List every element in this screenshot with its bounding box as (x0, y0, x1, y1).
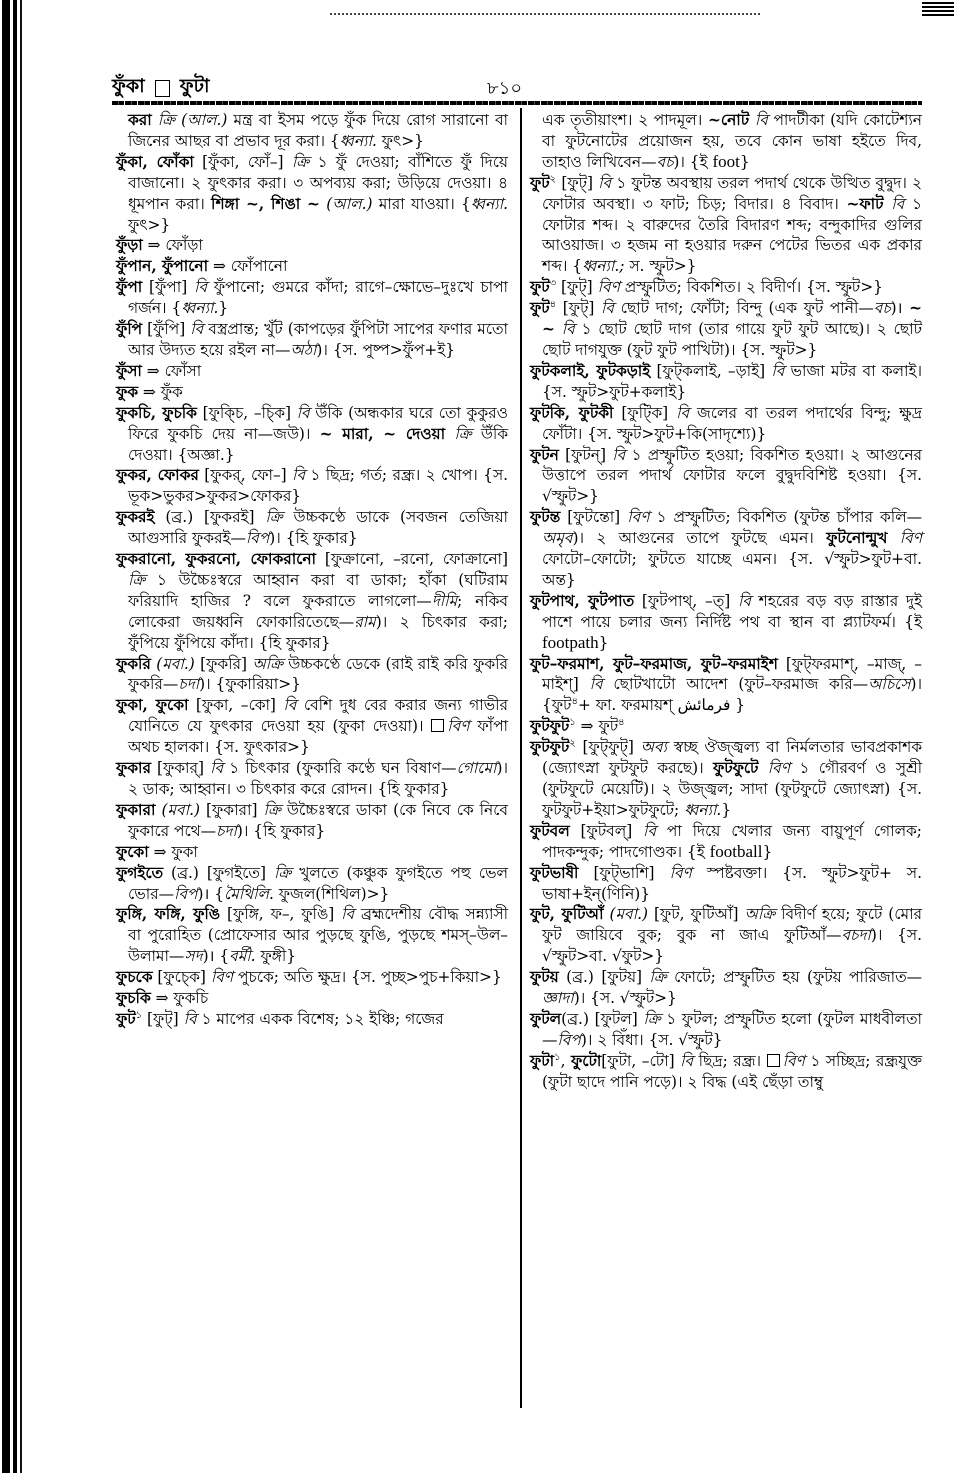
entry-text: [ফুঙ্গি, ফ–, ফুঙি] (220, 905, 342, 924)
headword: ফুটফুট (530, 717, 570, 736)
headword: ফুকর, ফোকর (116, 466, 199, 485)
grammar-label: বি (210, 759, 224, 778)
entry-text: ফোটো–ফোটো; ফুটতে যাচ্ছে এমন। {স. √স্ফুট>ফুট+বা. অন্ত} (542, 550, 922, 589)
headword: ~নোট (707, 111, 750, 129)
entry-text: উঁকি (অন্ধকার ঘরে তো কুকুরও ফিরে ফুকচি দেয় না—জউ)। (128, 403, 508, 443)
grammar-label: বি (643, 821, 657, 840)
entry-text: )। ২ আগুনের তাপে ফুটছে এমন। (572, 529, 827, 548)
entry-text: ১ প্রস্ফুটিত; বিকশিত (ফুটন্ত চাঁপার কলি— (649, 508, 922, 527)
headword: ফুটনোন্মুখ (826, 529, 888, 548)
grammar-label: বিণ (782, 1051, 805, 1070)
entry-text: ⇒ ফুকচি (150, 989, 209, 1008)
dictionary-entry (530, 1051, 922, 1093)
entry-text: ব্রহ্মদেশীয় বৌদ্ধ সন্ন্যাসী বা পুরোহিত (প্রোফেসার আর পুড়ছে ফুঙি, পুড়ছে শমস্–উল–উলামা— (128, 905, 508, 966)
headword: ফুকচি, ফুচকি (116, 403, 197, 422)
grammar-label: অক্রি (744, 905, 776, 924)
grammar-label: বি (561, 320, 575, 339)
grammar-label: গোমো (456, 759, 497, 778)
entry-text: [ফুট্] (556, 173, 599, 192)
headword: ফুটবল (530, 821, 570, 840)
grammar-label: ধ্বন্যা. (470, 194, 508, 213)
dictionary-entry (530, 716, 922, 737)
entry-text: ⇒ ফুট (575, 717, 619, 736)
headword: ফুটফুট (530, 738, 570, 757)
entry-text: )। {ই (673, 152, 713, 171)
etymon-latin: footpath (542, 632, 599, 652)
grammar-label: অমৃব (542, 529, 573, 548)
scan-corner-mark (922, 2, 954, 16)
entry-text: )। {হি ফুকার} (236, 821, 326, 840)
dictionary-entry (530, 277, 922, 298)
grammar-label: বি (283, 696, 297, 715)
etymon-latin: football (709, 841, 763, 861)
headword: ফুটকলাই, ফুটকড়াই (530, 361, 651, 380)
entry-text: [ফুট্] (142, 1009, 184, 1028)
headword: ফুচকে (116, 968, 153, 987)
entry-text: [ফুক্চি, –চ্কি] (196, 403, 297, 422)
headword: ফুঁপান, ফুঁপানো (116, 257, 209, 276)
dictionary-entry (116, 988, 508, 1009)
entry-text: [ফুট্ভাশি] (578, 863, 670, 882)
entry-text: ১ ফুঁ দেওয়া; বাঁশিতে ফুঁ দিয়ে বাজানো। ২ ফুৎকার করা। ৩ অপব্যয় করা; উড়িয়ে দেওয়া। ৪ ধূমপান করা। (128, 152, 508, 213)
entry-text: [ফুট্] (556, 299, 601, 318)
entry-text: ফোটে; প্রস্ফুটিত হয় (ফুটয় পারিজাত— (666, 968, 923, 987)
dictionary-entry (530, 110, 922, 173)
dictionary-entry (116, 1009, 508, 1030)
grammar-label: মৈথিলি. (224, 884, 274, 903)
grammar-label: ক্রি (265, 508, 283, 527)
dictionary-entry (116, 800, 508, 842)
entry-text: [ফুকরি] (194, 654, 253, 673)
entry-text: উচ্চৈঃস্বরে ডাকা (কে নিবে কে নিবে ফুকারে পথে— (128, 800, 508, 840)
entry-text: ছোটখাটো আদেশ (ফুট–ফরমাজ করি— (602, 675, 869, 694)
entry-text: [ফুটা, –টো] (601, 1051, 681, 1070)
headword: ফুঁপি (116, 320, 143, 339)
entry-text: ⇒ ফোঁড়া (142, 236, 203, 255)
entry-text (758, 759, 767, 777)
headword: ফুট (530, 299, 550, 318)
entry-text: )। { (197, 884, 224, 903)
headword: ফুট (530, 173, 550, 192)
book-binding-edge (0, 0, 26, 1473)
grammar-label: জ্ঞাদা (542, 989, 574, 1008)
grammar-label: বি (341, 905, 355, 924)
headword: ফুটকি, ফুটকী (530, 403, 614, 422)
homonym-number: ৪ (571, 696, 578, 708)
grammar-label: বিণ (597, 278, 620, 297)
headword: ফুঁড়া (116, 236, 143, 255)
headword: ফুঁকা, ফোঁকা (116, 152, 194, 171)
entry-text: )। {স. √স্ফুট>বা. √ফুট>} (542, 926, 922, 966)
dictionary-entry (116, 967, 508, 988)
grammar-label: বি (737, 591, 751, 610)
grammar-label: বি (190, 320, 204, 339)
entry-text: } (721, 800, 732, 819)
homonym-number: ৩ (549, 278, 557, 290)
entry-text: } (762, 842, 773, 861)
entry-text: )। ২ বিঁধা। {স. √স্ফুট} (580, 1030, 723, 1049)
headword: ফুটা (530, 1051, 555, 1070)
headword: ফুটল (530, 1009, 562, 1028)
grammar-label: বি (891, 194, 905, 213)
entry-text: , (560, 1051, 572, 1070)
header-rule (112, 101, 922, 105)
entry-text: প্রস্ফুটিত; বিকশিত। ২ বিদীর্ণ। {স. স্ফুট>} (619, 278, 883, 297)
entry-text: (ব্র.) [ফুটয়] (558, 968, 650, 987)
adjective-marker-box-icon (431, 719, 444, 732)
entry-text: স্পষ্টবক্তা। {স. স্ফুট>ফুট+ স. ভাষা+ইন্(ণিনি)} (542, 863, 922, 903)
entry-text: [ফুট্ফুট্] (575, 738, 641, 757)
dictionary-entry (530, 904, 922, 967)
entry-text: উচ্চকণ্ঠে ডাকে (সবজন তেজিয়া আগুসারি ফুকরই— (128, 508, 508, 548)
column-divider (520, 108, 522, 1408)
entry-text: )। (890, 299, 910, 318)
dictionary-entry (530, 591, 922, 654)
guide-words (112, 72, 209, 104)
entry-text: শহরের বড় বড় রাস্তার দুই পাশে পায়ে চলার জন্য নির্দিষ্ট পথ বা স্থান বা প্ল্যাটফর্ম। {ই (542, 591, 922, 631)
grammar-label: (আল.) (326, 194, 373, 213)
entry-text: [ফুটপাথ্, –ত্] (634, 591, 738, 610)
entry-text: ছোট দাগ; ফোঁটা; বিন্দু (এক ফুট পানী— (613, 299, 874, 318)
grammar-label: বি (601, 299, 614, 318)
guide-word-last: ফুটা (179, 75, 210, 97)
entry-text: (ব্র.) [ফুগইতে] (163, 863, 274, 882)
guide-word-first: ফুঁকা (112, 75, 145, 97)
grammar-label: বি (612, 445, 626, 464)
entry-text: ফুজল(শিথিল)>} (273, 884, 390, 903)
dictionary-entry (116, 549, 508, 654)
grammar-label: বি (676, 403, 690, 422)
grammar-label: বিপ (557, 1030, 581, 1049)
grammar-label: বিণ (210, 968, 234, 987)
grammar-label: ক্রি (649, 968, 667, 987)
headword: ফুঁপা (116, 278, 143, 297)
entry-text: [ফুটন্তো] (560, 508, 628, 527)
entry-text: [ফুকা, –কো] (188, 696, 284, 715)
headword: ~ মারা, ~ দেওয়া (319, 424, 446, 443)
entry-text: [ফুঁকা, ফোঁ–] (193, 152, 292, 171)
dictionary-entry (116, 695, 508, 758)
headword: ফুকো (116, 842, 149, 861)
headword: ~ ~ (542, 299, 923, 339)
page-number: ৮১০ (487, 78, 523, 99)
grammar-label: ক্রি (128, 570, 146, 589)
grammar-label: চদা (178, 675, 200, 694)
dictionary-entry (530, 173, 922, 278)
headword: ফুটফুটে (712, 759, 759, 778)
entry-text: )। {স. √স্ফুট>} (573, 989, 677, 1008)
entry-text: ⇒ ফোঁপানো (208, 257, 288, 276)
headword: ফুকরানো, ফুকরনো, ফোকরানো (116, 550, 317, 569)
grammar-label: বিপ (174, 884, 198, 903)
headword: ফুকা, ফুকো (116, 696, 189, 715)
entry-text: ⇒ ফুঁক (138, 382, 183, 401)
entry-text: বস্ত্রপ্রান্ত; খুঁট (কাপড়ের ফুঁপিটা সাপের ফণার মতো আর উদ্যত হয়ে রইল না— (128, 320, 508, 359)
grammar-label: বিণ (447, 717, 470, 736)
right-column (530, 110, 922, 1093)
headword: ফুটন (530, 445, 559, 464)
headword: ফুটপাথ, ফুটপাত (530, 591, 635, 610)
entry-text: [ফুঁপি] (142, 320, 191, 339)
dictionary-entry (530, 737, 922, 821)
headword: ফুটো (571, 1051, 602, 1070)
dictionary-entry (116, 758, 508, 800)
entry-text: ফুৎ>} (128, 215, 171, 234)
headword: ফুট (530, 278, 550, 297)
grammar-label: সদ (184, 947, 203, 966)
dictionary-entry (116, 654, 508, 696)
dictionary-entry (530, 361, 922, 403)
entry-text: এক তৃতীয়াংশ। ২ পাদমূল। (542, 111, 708, 129)
entry-text: উচ্চকণ্ঠে ডেকে (রাই রাই করি ফুকরি ফুকরি— (128, 654, 508, 694)
dictionary-entry (116, 361, 508, 382)
entry-text: [ফুঁপা] (142, 278, 195, 297)
headword: ফুট, ফুটিআঁ (530, 905, 604, 924)
entry-text: ১ সচ্ছিদ্র; রন্ধ্রযুক্ত (ফুটা ছাদে পানি পড়ে)। ২ বিদ্ধ (এই ছেঁড়া তাম্বু (542, 1051, 922, 1091)
entry-text: [ফুট্কি] (613, 403, 677, 422)
dictionary-entry (530, 654, 922, 717)
entry-text: পা দিয়ে খেলার জন্য বায়ুপূর্ণ গোলক; পাদকন্দুক; পাদগোণ্ডক। {ই (542, 821, 922, 861)
entry-text: ছিদ্র; রন্ধ্র। (693, 1051, 767, 1070)
dictionary-entry (116, 507, 508, 549)
grammar-label: বিণ (767, 759, 791, 778)
dictionary-entry (116, 863, 508, 905)
grammar-label: বচদা (841, 926, 871, 945)
headword: করা (128, 111, 152, 129)
grammar-label: (মবা.) (609, 905, 648, 924)
entry-text: মারা যাওয়া। { (372, 194, 471, 213)
page-header (112, 72, 922, 102)
headword: ফুচকি (116, 989, 151, 1008)
grammar-label: বি (771, 361, 785, 380)
grammar-label: বিণ (669, 863, 692, 882)
grammar-label: অঠা (290, 340, 317, 359)
adjective-marker-box-icon (767, 1054, 780, 1067)
grammar-label: বি (680, 1051, 694, 1070)
entry-text: ১ গৌরবর্ণ ও সুশ্রী (ফুটফুটে মেয়েটি)। ২ উজ্জ্বল; সাদা (ফুটফুটে জ্যোৎস্না) {স. ফুটফুট+ইয়া>ফুটফুটে; (542, 759, 923, 819)
entry-text: ১ উচ্চৈঃস্বরে আহ্বান করা বা ডাকা; হাঁকা (ঘটিরাম ফরিয়াদি হাজির ? বলে ফুকরাতে লাগলো— (128, 570, 508, 610)
entry-text: ১ ফোটার শব্দ। ২ বারুদের তৈরি বিদারণ শব্দ; বন্দুকাদির গুলির আওয়াজ। ৩ হজম না হওয়ার দরুন পেটের ভিতর এক প্রকার শব্দ। { (542, 194, 922, 276)
entry-text: মন্ত্র বা ইসম পড়ে ফুঁক দিয়ে রোগ সারানো বা জিনের আছর বা প্রভাব দূর করা। { (128, 111, 508, 150)
grammar-label: ধ্বন্যা.; (582, 257, 625, 276)
dictionary-entry (530, 821, 922, 863)
grammar-label: (মবা.) (161, 800, 200, 819)
homonym-number: ৪ (549, 299, 557, 311)
entry-text: [ফুকর্, ফো–] (198, 466, 293, 485)
headword: ~ফাট (846, 194, 884, 213)
headword: ফুকরই (116, 508, 155, 527)
entry-text (445, 425, 454, 443)
headword: ফুঙ্গি, ফঙ্গি, ফুঙি (116, 905, 221, 924)
grammar-label: বি (296, 403, 310, 422)
entry-text: ফাঁপা অথচ হালকা। {স. ফুৎকার>} (128, 717, 508, 757)
headword: ফুটন্ত (530, 508, 561, 527)
grammar-label: ধ্বন্যা. (684, 800, 722, 819)
scan-noise-top (330, 13, 760, 17)
entry-text: ফুঁপানো; গুমরে কাঁদা; রাগে–ক্ষোভে–দুঃখে চাপা গর্জন। { (128, 278, 508, 318)
grammar-label: বি (589, 675, 603, 694)
entry-text: ১ ছোট ছোট দাগ (তার গায়ে ফুট ফুট আছে)। ২ ছোট ছোট দাগযুক্ত (ফুট ফুট পাখিটা)। {স. স্ফুট>} (542, 320, 922, 359)
headword: ফুকারা (116, 800, 156, 819)
grammar-label: বিণ (627, 508, 650, 527)
entry-text: ১ মাপের একক বিশেষ; ১২ ইঞ্চি; গজের (196, 1009, 444, 1028)
grammar-label: রাম (354, 612, 376, 631)
headword: ফুক (116, 382, 139, 401)
grammar-label: দীমি (431, 591, 458, 610)
grammar-label: বি (194, 278, 208, 297)
grammar-label: বিপ (245, 529, 270, 548)
dictionary-entry (116, 382, 508, 403)
homonym-number: ৪ (618, 717, 625, 729)
entry-text: ⇒ ফুকা (148, 842, 198, 861)
entry-text: )। { (202, 947, 230, 966)
dictionary-entry (530, 863, 922, 905)
grammar-label: অব্য (640, 738, 667, 757)
dictionary-entry (116, 904, 508, 967)
dictionary-entry (530, 403, 922, 445)
entry-text: ১ ফুটন্ত অবস্থায় তরল পদার্থ থেকে উত্থিত বুদ্বুদ। ২ ফোটার অবস্থা। ৩ ফাট; চিড়; বিদার। ৪ বিবাদ। (542, 173, 922, 213)
entry-text: + ফা. ফরমায়শ্ فرمائش } (577, 696, 745, 715)
homonym-number: ২ (569, 738, 576, 750)
etymon-latin: foot (712, 151, 740, 171)
entry-text: )। ২ ডাক; আহ্বান। ৩ চিৎকার করে রোদন। {হি ফুকার} (128, 759, 508, 798)
grammar-label: ক্রি (273, 863, 292, 882)
grammar-label: বিণ (899, 529, 922, 548)
headword: ফুটয় (530, 968, 559, 987)
entry-text: ১ প্রস্ফুটিত হওয়া; বিকশিত হওয়া। ২ আগুনের উত্তাপে তরল পদার্থ ফোটার ফলে বুদ্বুদবিশিষ্ট হওয়া। {স. √স্ফুট>} (542, 445, 922, 506)
grammar-label: ক্রি (454, 424, 472, 443)
grammar-label: বচ (873, 299, 891, 318)
entry-text: ফুঙ্গী} (255, 947, 297, 966)
dictionary-entry (116, 403, 508, 466)
entry-text: [ফুটবল্] (569, 821, 644, 840)
entry-text: )। ২ চিৎকার করা; ফুঁপিয়ে ফুঁপিয়ে কাঁদা। {হি ফুকার} (128, 612, 508, 652)
entry-text: ফুৎ>} (376, 131, 424, 150)
entry-text: [ফুকারা] (199, 800, 264, 819)
grammar-label: ক্রি (263, 800, 281, 819)
headword: ফুকার (116, 759, 151, 778)
grammar-label: (মবা.) (156, 654, 195, 673)
grammar-label: বি (292, 466, 306, 485)
headword: ফুটভাষী (530, 863, 579, 882)
entry-text: খুলতে (কঞ্চুক ফুগইতে পহু ভেল ভোর— (128, 863, 508, 903)
dictionary-entry (530, 967, 922, 1009)
entry-text: } (218, 299, 229, 318)
entry-text: ১ চিৎকার (ফুকারি কণ্ঠে ঘন বিষাণ— (223, 759, 457, 778)
grammar-label: ক্রি (291, 152, 310, 171)
entry-text: )। {স. পুষ্প>ফুঁপ+ই} (316, 340, 456, 359)
entry-text: বিদীর্ণ হয়ে; ফুটে (মোর ফুট জায়িবে বুক; বুক না জাএ ফুটিআঁ— (542, 905, 923, 945)
entry-text: (ব্র.) [ফুকরই] (154, 508, 266, 527)
homonym-number: ১ (135, 1009, 143, 1021)
homonym-number: ১ (569, 717, 576, 729)
entry-text: [ফুকার্] (150, 759, 211, 778)
entry-text: [ফুচ্কে] (152, 968, 211, 987)
headword: ফুকরি (116, 654, 151, 673)
headword: ফুঁসা (116, 361, 142, 380)
entry-text (555, 320, 562, 338)
headword: শিঙ্গা ~, শিঙা ~ (211, 194, 320, 213)
dictionary-entry (116, 277, 508, 319)
dictionary-entry (116, 110, 508, 152)
grammar-label: অক্রি (252, 654, 283, 673)
entry-text (887, 529, 899, 547)
entry-text: )। {ফুট (542, 675, 922, 715)
homonym-number: ১ (554, 1051, 561, 1063)
dictionary-entry (116, 235, 508, 256)
grammar-label: ধ্বন্যা. (339, 131, 377, 150)
headword: ফুট (116, 1009, 136, 1028)
entry-text: } (739, 152, 750, 171)
entry-text: বেশি দুধ বের করার জন্য গাভীর যোনিতে যে ফুৎকার দেওয়া হয় (ফুকা দেওয়া)। (128, 696, 508, 736)
entry-text: পাদটীকা (যদি কোটেশ্যন বা ফুটনোটের প্রয়োজন হয়, তবে কোন ভাষা হইতে দিব, তাহাও লিখিবেন— (542, 111, 922, 171)
separator-box-icon (155, 80, 170, 97)
entry-text: [ফুটন্] (558, 445, 613, 464)
grammar-label: বি (754, 111, 768, 129)
grammar-label: ক্রি (643, 1009, 661, 1028)
entry-text: [ফুক্রানো, –রনো, ফোক্রানো] (316, 550, 509, 569)
entry-text: ১ ফুটল; প্রস্ফুটিত হলো (ফুটল মাধবীলতা— (542, 1009, 922, 1049)
grammar-label: ক্রি (আল.) (157, 111, 228, 129)
grammar-label: বি (183, 1009, 197, 1028)
dictionary-entry (530, 507, 922, 591)
dictionary-entry (116, 842, 508, 863)
grammar-label: ধ্বন্যা. (181, 299, 219, 318)
left-column (116, 110, 508, 1030)
homonym-number: ২ (549, 173, 557, 185)
dictionary-entry (530, 1009, 922, 1051)
entry-text: [ফুট্] (556, 278, 598, 297)
entry-text: (ব্র.) [ফুটল] (561, 1009, 644, 1028)
entry-text: )। {হি ফুকার} (269, 529, 358, 548)
grammar-label: বর্মী. (229, 947, 256, 966)
entry-text: } (598, 633, 609, 652)
entry-text: উঁকি দেওয়া। {অজ্ঞা.} (128, 424, 508, 464)
grammar-label: অচিসে (868, 675, 911, 694)
entry-text: ১ ছিদ্র; গর্ত; রন্ধ্র। ২ খোপ। {স. ভূক>ভুকর>ফুকর>ফোকর} (128, 466, 508, 506)
dictionary-entry (530, 445, 922, 508)
dictionary-entry (530, 298, 922, 361)
headword: ফুগইতে (116, 863, 164, 882)
entry-text: জলের বা তরল পদার্থের বিন্দু; ক্ষুদ্র ফোঁটা। {স. স্ফুট>ফুট+কি(সাদৃশ্যে)} (542, 403, 922, 443)
grammar-label: বি (598, 173, 612, 192)
grammar-label: চদা (216, 821, 237, 840)
entry-text: পুচকে; অতি ক্ষুদ্র। {স. পুচ্ছ>পুচ+কিয়া>} (233, 968, 502, 987)
dictionary-entry (116, 256, 508, 277)
entry-text: [ফুট, ফুটিআঁ] (647, 905, 745, 924)
dictionary-entry (116, 152, 508, 236)
entry-text: [ফুট্কলাই, –ড়াই] (650, 361, 772, 380)
headword: ফুট–ফরমাশ, ফুট–ফরমাজ, ফুট–ফরমাইশ (530, 654, 778, 673)
entry-text: স. স্ফুট>} (624, 257, 697, 276)
entry-text: )। {ফুকারিয়া>} (199, 675, 301, 694)
entry-text: ভাজা মটর বা কলাই। {স. স্ফুট>ফুট+কলাই} (542, 361, 922, 401)
entry-text: [ফুট্ফরমাশ্, –মাজ্, –মাইশ্] (542, 654, 923, 694)
entry-text: স্বচ্ছ ঔজ্জ্বল্য বা নির্মলতার ভাবপ্রকাশক (জ্যোৎস্না ফুটফুট করছে)। (542, 738, 923, 778)
grammar-label: বচ (656, 152, 674, 171)
entry-text: ⇒ ফোঁসা (141, 361, 202, 380)
dictionary-entry (116, 465, 508, 507)
entry-text: ; নকিব লোকেরা জয়ধ্বনি ফোকারিতেছে— (128, 591, 508, 631)
dictionary-entry (116, 319, 508, 361)
